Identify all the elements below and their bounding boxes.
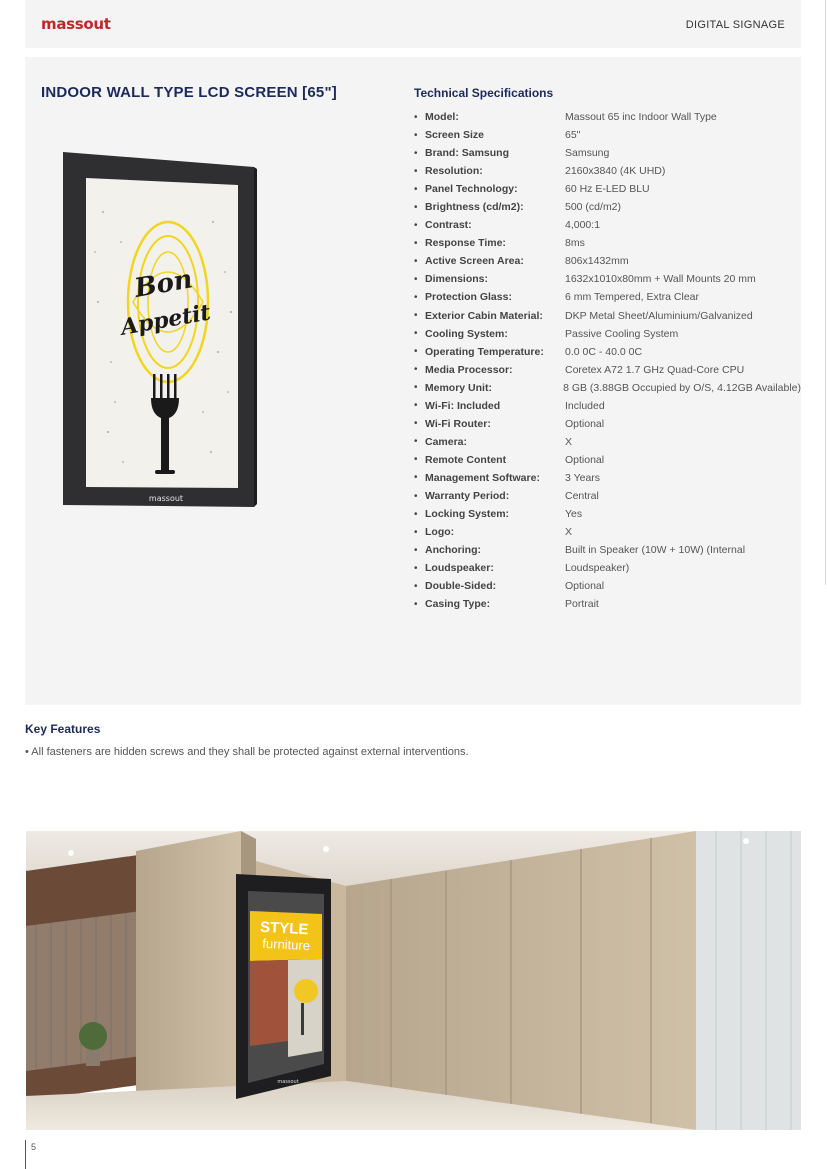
key-features-title: Key Features [25,722,101,736]
spec-row [414,198,801,216]
spec-label: Camera: [425,435,468,448]
spec-value: Massout 65 inc Indoor Wall Type [565,111,717,124]
spec-row [414,469,801,487]
spec-value: Passive Cooling System [565,327,679,340]
bullet: • [414,219,418,231]
spec-row [414,595,801,613]
spec-label: Casing Type: [425,598,491,611]
spec-row [414,415,801,433]
spec-value: Included [565,399,605,412]
spec-row [414,343,801,361]
bullet: • [414,183,418,195]
left-glass-partition [26,911,141,1071]
spec-value: 806x1432mm [565,255,629,268]
spec-label: Resolution: [425,165,483,178]
spec-value: Central [565,490,599,502]
bullet: • [414,147,418,159]
bullet: • [414,436,418,448]
spec-row [414,379,801,397]
spec-row [414,234,801,252]
spec-value: Portrait [565,598,599,611]
bullet: • [414,382,418,394]
spec-label: Cooling System: [425,327,508,340]
spec-value: X [565,526,573,539]
spec-value: 65" [565,129,581,142]
spec-value: 6 mm Tempered, Extra Clear [565,291,700,304]
spec-value: 8ms [565,237,585,250]
spec-row [414,523,801,541]
spec-label: Media Processor: [425,363,513,376]
right-glass [696,831,801,1130]
signage-brand-text: massout [277,1079,299,1085]
spec-value: 2160x3840 (4K UHD) [565,165,666,178]
spec-row [414,541,801,559]
bullet: • [414,472,418,484]
interior-photo [26,831,801,1130]
bullet: • [414,346,418,358]
ceiling-light [68,850,74,856]
spec-label: Protection Glass: [425,291,512,304]
spec-panel [25,57,801,705]
brand-logo: massout [41,15,111,33]
spec-row [414,505,801,523]
bullet: • [414,508,418,520]
bullet: • [414,291,418,303]
spec-value: Coretex A72 1.7 GHz Quad-Core CPU [565,363,745,376]
screen-brand-text: massout [148,494,184,503]
bullet: • [414,255,418,267]
spec-list [414,108,801,613]
bullet: • [414,201,418,213]
spec-label: Wi-Fi Router: [425,417,491,430]
bullet: • [414,328,418,340]
spec-value: DKP Metal Sheet/Aluminium/Galvanized [565,309,753,322]
spec-value: Optional [565,417,605,430]
spec-value: 4,000:1 [565,219,601,232]
spec-value: Samsung [565,147,610,160]
spec-label: Wi-Fi: Included [425,399,501,412]
ceiling-light [743,838,749,844]
spec-row [414,325,801,343]
key-feature-item: • All fasteners are hidden screws and they shall be protected against external interventions. [25,746,469,758]
spec-row [414,270,801,288]
page-header [25,0,801,48]
bullet: • [414,598,418,610]
bullet: • [414,165,418,177]
bullet: • [414,310,418,322]
spec-label: Logo: [425,526,455,539]
screen-frame-edge [254,167,257,507]
spec-row [414,216,801,234]
bullet: • [414,364,418,376]
spec-value: Yes [565,508,583,521]
bullet: • [414,129,418,141]
spec-row [414,288,801,306]
page-edge-line [825,0,826,585]
spec-label: Model: [425,111,459,124]
spec-row [414,252,801,270]
bullet: • [414,562,418,574]
spec-label: Remote Content [425,453,507,466]
spec-row [414,397,801,415]
screen-art-text-1: Bon [132,264,195,304]
bullet: • [414,544,418,556]
bullet: • [414,237,418,249]
spec-value: Loudspeaker) [565,562,630,575]
spec-label: Loudspeaker: [425,562,494,575]
bullet: • [414,454,418,466]
signage-brick [250,960,288,1046]
page-number: 5 [31,1142,37,1152]
spec-label: Management Software: [425,471,540,484]
specs-heading: Technical Specifications [414,86,554,100]
spec-label: Double-Sided: [425,580,497,593]
spec-row [414,307,801,325]
spec-label: Panel Technology: [425,183,518,196]
spec-label: Contrast: [425,219,472,232]
spec-label: Active Screen Area: [425,255,524,268]
spec-row [414,162,801,180]
spec-label: Warranty Period: [425,490,510,502]
spec-label: Operating Temperature: [425,345,544,358]
spec-value: 0.0 0C - 40.0 0C [565,345,643,358]
spec-row [414,180,801,198]
spec-value: 500 (cd/m2) [565,201,622,214]
signage-chair [294,979,318,1003]
screen-art-text-2: Appetit [118,299,213,341]
spec-row [414,559,801,577]
spec-label: Screen Size [425,129,484,142]
spec-label: Response Time: [425,237,506,250]
bullet: • [414,400,418,412]
signage-room [288,959,322,1057]
spec-label: Exterior Cabin Material: [425,309,543,322]
spec-row [414,487,801,505]
left-pillar [136,831,241,1130]
product-screen-image [63,152,258,512]
spec-label: Dimensions: [425,273,489,286]
spec-label: Anchoring: [425,544,481,557]
bullet: • [414,418,418,430]
spec-value: Built in Speaker (10W + 10W) (Internal [565,544,746,557]
bullet: • [414,273,418,285]
spec-row [414,451,801,469]
spec-row [414,433,801,451]
bullet: • [414,580,418,592]
spec-value: 3 Years [565,471,601,484]
spec-value: 60 Hz E-LED BLU [565,183,650,196]
bullet: • [414,526,418,538]
spec-row [414,577,801,595]
spec-label: Memory Unit: [424,381,492,394]
signage-text-style: STYLE [259,918,309,939]
spec-row [414,108,801,126]
spec-row [414,361,801,379]
bullet: • [414,111,418,123]
spec-label: Locking System: [425,508,510,521]
spec-value: Optional [565,453,605,466]
signage-chair-leg [301,1003,304,1035]
spec-value: Optional [565,580,605,593]
spec-value: 1632x1010x80mm + Wall Mounts 20 mm [565,273,756,286]
spec-row [414,144,801,162]
ceiling-light [323,846,329,852]
bullet: • [414,490,418,502]
product-title: INDOOR WALL TYPE LCD SCREEN [65"] [41,84,337,101]
page-rule [25,1140,26,1169]
signage-text-furniture: furniture [262,935,311,954]
section-label: DIGITAL SIGNAGE [685,19,785,31]
spec-value: X [565,435,573,448]
spec-row [414,126,801,144]
spec-value: 8 GB (3.88GB Occupied by O/S, 4.12GB Available) [563,381,801,394]
spec-label: Brightness (cd/m2): [425,201,524,214]
spec-label: Brand: Samsung [425,147,510,160]
